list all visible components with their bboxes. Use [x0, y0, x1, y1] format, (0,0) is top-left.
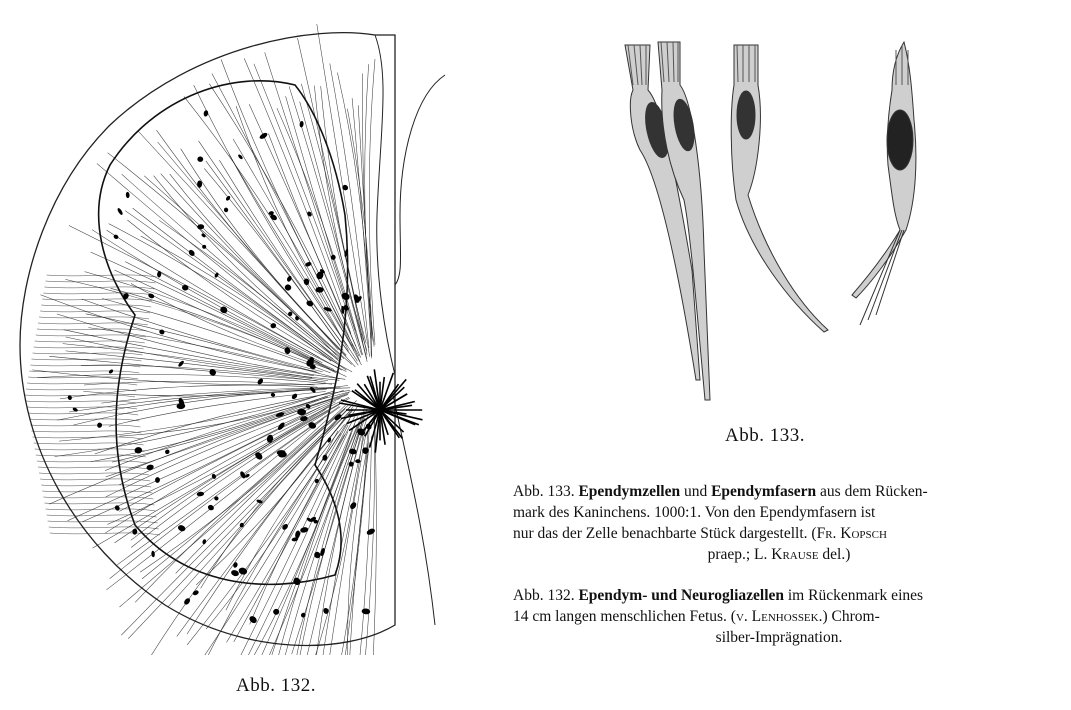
- caption-132-prefix: Abb. 132.: [513, 587, 575, 604]
- caption-133-connector: und: [680, 483, 712, 500]
- caption-132-author-lenhossek: v. Lenhossek.: [735, 608, 823, 625]
- caption-132-line-2-end: ) Chrom-: [822, 608, 880, 625]
- caption-132-line-2-text: 14 cm langen menschlichen Fetus. (: [513, 608, 736, 625]
- caption-133-line-3: [513, 523, 1045, 544]
- figure-132-spinal-cord-illustration: [15, 15, 465, 655]
- caption-132-line-1-rest: im Rückenmark eines: [784, 587, 924, 604]
- caption-133-line-4: [513, 544, 1045, 565]
- caption-133-prefix: Abb. 133.: [513, 483, 575, 500]
- ependymal-cells-drawing: [600, 30, 940, 410]
- figure-133-label: Abb. 133.: [725, 425, 805, 446]
- caption-133-line-4-end: del.): [818, 546, 851, 563]
- caption-133-line-3-text: nur das der Zelle benachbarte Stück dargestellt. (: [513, 525, 817, 542]
- caption-133-term-ependymzellen: Ependymzellen: [578, 483, 681, 500]
- caption-133-line-2: mark des Kaninchens. 1000:1. Von den Ependymfasern ist: [513, 504, 876, 521]
- caption-133-line-1-rest: aus dem Rücken-: [816, 483, 928, 500]
- caption-133-line-1: [513, 481, 1045, 502]
- caption-133-author-krause: Krause: [771, 546, 819, 563]
- figure-133-ependymal-cells-illustration: [600, 30, 940, 410]
- caption-133-line-4-text: praep.; L.: [707, 546, 772, 563]
- caption-133-author-kopsch: Fr. Kopsch: [816, 525, 887, 542]
- caption-figure-132: [513, 585, 1045, 648]
- caption-132-line-2: [513, 606, 1045, 627]
- caption-133-term-ependymfasern: Ependymfasern: [711, 483, 817, 500]
- ependymal-cell-3: [731, 45, 828, 332]
- caption-132-line-3: silber-Imprägnation.: [715, 629, 843, 646]
- caption-figure-133: [513, 481, 1045, 565]
- caption-132-term: Ependym- und Neurogliazellen: [578, 587, 784, 604]
- ependymal-cell-4: [852, 42, 916, 325]
- spinal-cord-drawing: [15, 15, 465, 655]
- figure-132-label: Abb. 132.: [236, 675, 316, 696]
- caption-132-line-1: [513, 585, 1045, 606]
